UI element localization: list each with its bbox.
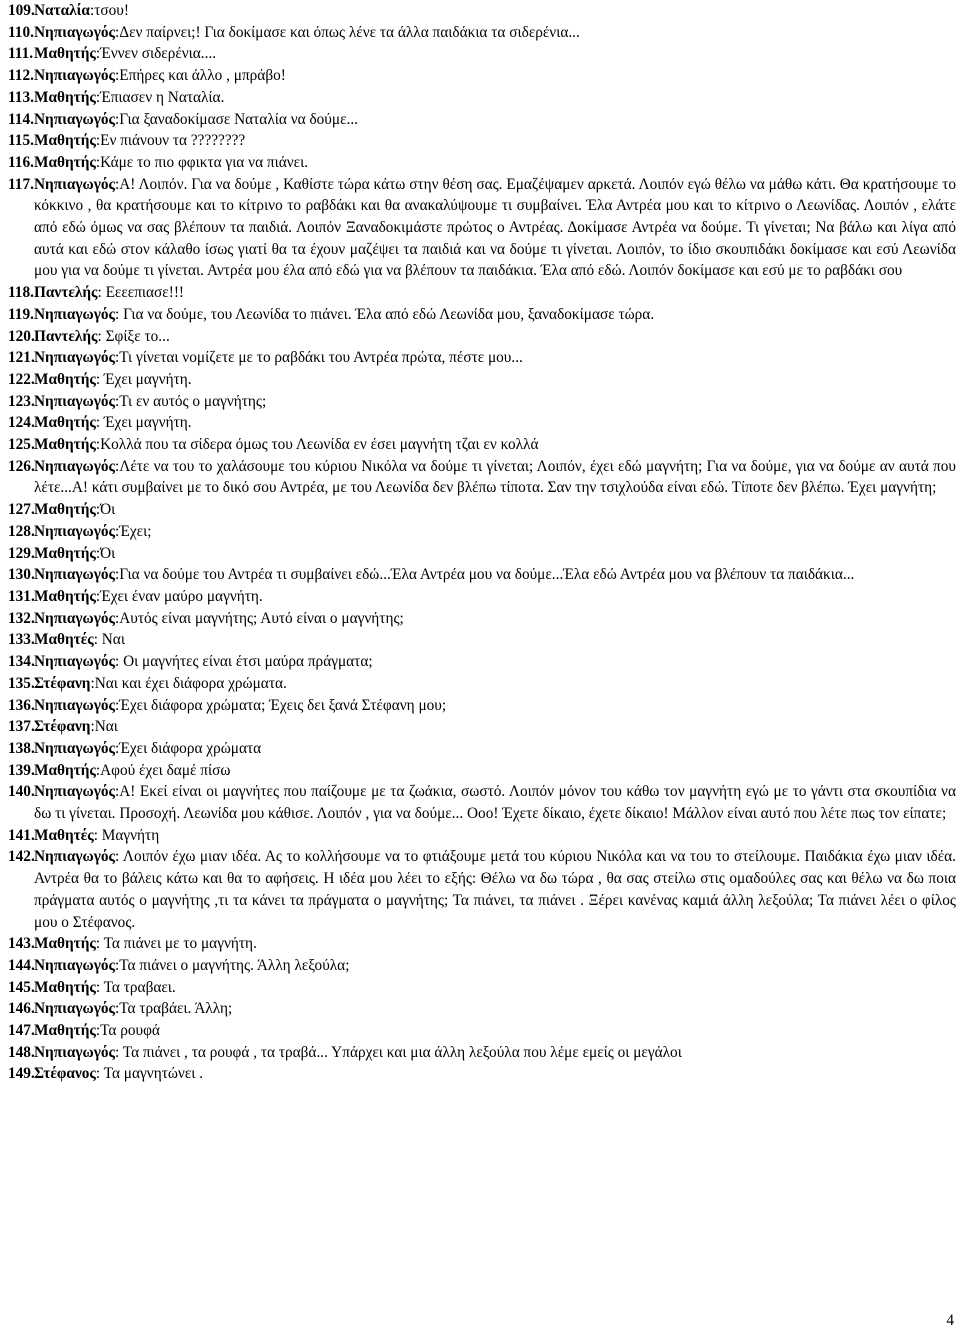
transcript-entry (8, 564, 956, 586)
entry-speaker: Μαθητής (34, 935, 96, 953)
entry-number: 125. (8, 436, 35, 454)
entry-number: 141. (8, 826, 35, 844)
entry-speaker: Στέφανη (34, 718, 91, 736)
entry-number: 149. (8, 1065, 35, 1083)
transcript-entry (8, 87, 956, 109)
transcript-entry (8, 0, 956, 22)
entry-text: :Τι εν αυτός ο μαγνήτης; (115, 392, 267, 410)
entry-number: 140. (8, 783, 35, 801)
entry-text: : Έχει μαγνήτη. (95, 414, 192, 432)
entry-number: 118. (8, 284, 34, 302)
entry-text: :Κάμε το πιο φφικτα για να πιάνει. (95, 153, 309, 171)
entry-number: 132. (8, 609, 35, 627)
entry-speaker: Νηπιαγωγός (34, 1000, 115, 1018)
entry-text: : Τα μαγνητώνει . (95, 1065, 204, 1083)
entry-speaker: Νηπιαγωγός (34, 566, 115, 584)
entry-speaker: Νηπιαγωγός (34, 783, 115, 801)
entry-speaker: Νηπιαγωγός (34, 522, 115, 540)
entry-text: :Όι (95, 501, 116, 519)
entry-speaker: Μαθητής (34, 436, 96, 454)
transcript-entry (8, 391, 956, 413)
entry-speaker: Νηπιαγωγός (34, 739, 115, 757)
entry-text: :Τα πιάνει ο μαγνήτης. Άλλη λεξούλα; (115, 956, 350, 974)
entry-text: :Α! Λοιπόν. Για να δούμε , Καθίστε τώρα κάτω στην θέση σας. Εμαζέψαμεν αρκετά. Λοιπόν εγώ θέλω να μάθω κάτι. Θα κρατήσουμε το κόκκινο , θα κρατήσουμε και το κίτρινο το ραβδάκι και θα ανακαλύψουμε τι συμβαίνει. Έλα Αντρέα μου και το κίτρινο ο Λεωνίδας. Λοιπόν , ελάτε από εδώ όμως να σας βλέπουν τα παιδιά. Λοιπόν Ξαναδοκιμάστε πρώτος ο Αντρέας. Δοκίμασε Αντρέα να δούμε. Τι γίνεται; Να βάλω και λίγα από αυτά και εδώ στον κάλαθο ίσως γιατί θα τα έχουν μαζέψει τα παιδιά και να δούμε τι γίνεται. Λοιπόν, το ίδιο σκουπιδάκι δοκίμασε και εσύ Λεωνίδα μου για να δούμε τι γίνεται. Αντρέα μου έλα από εδώ για να βλέπουν τα παιδάκια. Έλα από εδώ. Λοιπόν δοκίμασε και εσύ με το ραβδάκι σου (34, 175, 956, 280)
transcript-entry (8, 933, 956, 955)
entry-text: :Τα τραβάει. Άλλη; (115, 1000, 233, 1018)
entry-number: 133. (8, 631, 35, 649)
transcript-entry (8, 629, 956, 651)
entry-speaker: Μαθητής (34, 153, 96, 171)
transcript-entry (8, 695, 956, 717)
entry-number: 120. (8, 327, 35, 345)
entry-number: 119. (8, 305, 34, 323)
entry-speaker: Νηπιαγωγός (34, 305, 115, 323)
transcript-entry (8, 65, 956, 87)
entry-text: :Τι γίνεται νομίζετε με το ραβδάκι του Αντρέα πρώτα, πέστε μου... (115, 349, 523, 367)
transcript-entry (8, 22, 956, 44)
transcript-entry (8, 43, 956, 65)
entry-text: :Έχει διάφορα χρώματα; Έχεις δει ξανά Στέφανη μου; (115, 696, 447, 714)
transcript-entry (8, 152, 956, 174)
transcript-entry (8, 304, 956, 326)
entry-speaker: Μαθητής (34, 1022, 96, 1040)
entry-number: 136. (8, 696, 35, 714)
entry-text: :Αφού έχει δαμέ πίσω (95, 761, 231, 779)
transcript-entry (8, 738, 956, 760)
transcript-entry (8, 326, 956, 348)
transcript-entry (8, 456, 956, 499)
entry-number: 110. (8, 23, 34, 41)
transcript-entry (8, 1042, 956, 1064)
entry-number: 114. (8, 110, 34, 128)
entry-text: :Τα ρουφά (95, 1022, 160, 1040)
entry-number: 117. (8, 175, 34, 193)
entry-text: : Σφίξε το... (97, 327, 170, 345)
entry-text: :Κολλά που τα σίδερα όμως του Λεωνίδα εν έσει μαγνήτη τζαι εν κολλά (95, 436, 539, 454)
entry-number: 126. (8, 457, 35, 475)
entry-speaker: Νηπιαγωγός (34, 67, 115, 85)
entry-speaker: Νηπιαγωγός (34, 696, 115, 714)
transcript-entry (8, 608, 956, 630)
transcript-entry (8, 412, 956, 434)
entry-text: :Λέτε να του το χαλάσουμε του κύριου Νικόλα να δούμε τι γίνεται; Λοιπόν, έχει εδώ μαγνήτη; Για να δούμε, για να δούμε αν αυτά που λέτε...Α! κάτι συμβαίνει με το δικό σου Αντρέα, με του Λεωνίδα δεν βλέπω τίποτα. Σαν την τσιχλούδα είναι εδώ. Τίποτε δεν βλέπω. Έχει μαγνήτη; (34, 457, 956, 497)
transcript-entry (8, 586, 956, 608)
entry-number: 130. (8, 566, 35, 584)
entry-number: 142. (8, 848, 35, 866)
transcript-entry (8, 282, 956, 304)
entry-speaker: Νηπιαγωγός (34, 110, 115, 128)
entry-number: 148. (8, 1043, 35, 1061)
entry-text: :Έπιασεν η Ναταλία. (95, 88, 225, 106)
entry-number: 122. (8, 370, 35, 388)
entry-number: 134. (8, 653, 35, 671)
entry-number: 129. (8, 544, 35, 562)
transcript-entry (8, 174, 956, 283)
entry-number: 124. (8, 414, 35, 432)
entry-number: 137. (8, 718, 35, 736)
transcript-entry (8, 1063, 956, 1085)
transcript-entry (8, 673, 956, 695)
transcript-entry (8, 998, 956, 1020)
transcript-entry (8, 716, 956, 738)
entry-text: : Τα πιάνει , τα ρουφά , τα τραβά... Υπάρχει και μια άλλη λεξούλα που λέμε εμείς οι μεγάλοι (115, 1043, 682, 1061)
entry-speaker: Νηπιαγωγός (34, 175, 115, 193)
entry-speaker: Ναταλία (34, 2, 90, 19)
entry-speaker: Νηπιαγωγός (34, 23, 115, 41)
entry-speaker: Νηπιαγωγός (34, 848, 115, 866)
entry-speaker: Μαθητής (34, 45, 96, 63)
entry-speaker: Νηπιαγωγός (34, 392, 115, 410)
entry-speaker: Στέφανος (34, 1065, 96, 1083)
entry-text: :Για ξαναδοκίμασε Ναταλία να δούμε... (115, 110, 358, 128)
entry-text: : Έχει μαγνήτη. (95, 370, 192, 388)
entry-number: 109. (8, 2, 35, 19)
entry-number: 127. (8, 501, 35, 519)
transcript-entry (8, 109, 956, 131)
entry-speaker: Μαθητής (34, 132, 96, 150)
entry-speaker: Παντελής (34, 327, 98, 345)
entry-number: 116. (8, 153, 34, 171)
entry-text: : Για να δούμε, του Λεωνίδα το πιάνει. Έλα από εδώ Λεωνίδα μου, ξαναδοκίμασε τώρα. (115, 305, 655, 323)
entry-speaker: Μαθητές (34, 631, 94, 649)
entry-speaker: Μαθητής (34, 761, 96, 779)
transcript-entry (8, 846, 956, 933)
entry-speaker: Νηπιαγωγός (34, 457, 115, 475)
entry-text: : Μαγνήτη (93, 826, 160, 844)
entry-number: 115. (8, 132, 34, 150)
transcript-entry (8, 347, 956, 369)
entry-text: :Όι (95, 544, 116, 562)
entry-text: :τσου! (89, 2, 129, 19)
transcript-entry (8, 955, 956, 977)
entry-text: :Ναι (90, 718, 118, 736)
transcript-entry (8, 651, 956, 673)
transcript-entry (8, 977, 956, 999)
entry-speaker: Μαθητές (34, 826, 94, 844)
entry-number: 138. (8, 739, 35, 757)
transcript-entry (8, 434, 956, 456)
entry-text: :Α! Εκεί είναι οι μαγνήτες που παίζουμε με τα ζωάκια, σωστό. Λοιπόν μόνον του κάθω τον μαγνήτη εγώ με το γάντι στα σκουπίδια να δω τι γίνεται. Προσοχή. Λεωνίδα μου κάθισε. Λοιπόν , για να δούμε... Οοο! Έχετε δίκαιο, έχετε δίκαιο! Μάλλον είναι αυτό που λέτε πως τον είπατε; (34, 783, 956, 823)
entry-number: 131. (8, 587, 35, 605)
entry-speaker: Μαθητής (34, 501, 96, 519)
entry-text: :Εν πιάνουν τα ???????? (95, 132, 246, 150)
entry-speaker: Μαθητής (34, 88, 96, 106)
transcript-entry (8, 543, 956, 565)
entry-speaker: Μαθητής (34, 370, 96, 388)
transcript-entry (8, 130, 956, 152)
transcript-entry (8, 521, 956, 543)
entry-number: 128. (8, 522, 35, 540)
entry-text: :Έχει διάφορα χρώματα (115, 739, 262, 757)
entry-text: :Έννεν σιδερένια.... (95, 45, 217, 63)
entry-number: 121. (8, 349, 35, 367)
entry-number: 146. (8, 1000, 35, 1018)
entry-number: 143. (8, 935, 35, 953)
entry-text: :Ναι και έχει διάφορα χρώματα. (90, 674, 287, 692)
entry-speaker: Παντελής (34, 284, 98, 302)
entry-speaker: Μαθητής (34, 978, 96, 996)
entry-text: :Έχει; (115, 522, 152, 540)
entry-text: :Για να δούμε του Αντρέα τι συμβαίνει εδώ...Έλα Αντρέα μου να δούμε...Έλα εδώ Αντρέα μου να βλέπουν τα παιδάκια... (115, 566, 855, 584)
transcript (8, 0, 956, 1085)
entry-text: : Τα πιάνει με το μαγνήτη. (95, 935, 257, 953)
entry-speaker: Νηπιαγωγός (34, 956, 115, 974)
entry-number: 113. (8, 88, 34, 106)
entry-number: 123. (8, 392, 35, 410)
entry-number: 139. (8, 761, 35, 779)
entry-speaker: Νηπιαγωγός (34, 653, 115, 671)
entry-text: :Έχει έναν μαύρο μαγνήτη. (95, 587, 263, 605)
entry-number: 112. (8, 67, 34, 85)
entry-text: :Δεν παίρνει;! Για δοκίμασε και όπως λένε τα άλλα παιδάκια τα σιδερένια... (115, 23, 580, 41)
entry-number: 145. (8, 978, 35, 996)
entry-speaker: Νηπιαγωγός (34, 1043, 115, 1061)
entry-speaker: Μαθητής (34, 414, 96, 432)
entry-text: : Λοιπόν έχω μιαν ιδέα. Ας το κολλήσουμε να το φτιάξουμε μετά του κύριου Νικόλα και να του το στείλουμε. Παιδάκια έχω μιαν ιδέα. Αντρέα θα το βάλεις κάτω και θα το αφήσεις. Η ιδέα μου λέει το εξής: Θέλω να δω τώρα , θα σας στείλω στις ομαδούλες σας και θέλω να δω ποια πράγματα αυτός ο μαγνήτης ,τι τα κάνει τα πράγματα ο μαγνήτης; Τα πιάνει, τα πιάνει . Ξέρει κανένας καμιά άλλη λεξούλα; Τα πιάνει λέει ο φίλος μου ο Στέφανος. (34, 848, 956, 931)
entry-number: 147. (8, 1022, 35, 1040)
transcript-entry (8, 781, 956, 824)
entry-text: : Εεεεπιασε!!! (97, 284, 185, 302)
entry-speaker: Μαθητής (34, 544, 96, 562)
transcript-entry (8, 760, 956, 782)
transcript-entry (8, 825, 956, 847)
transcript-entry (8, 499, 956, 521)
entry-text: : Τα τραβαει. (95, 978, 176, 996)
entry-text: :Επήρες και άλλο , μπράβο! (115, 67, 286, 85)
entry-speaker: Νηπιαγωγός (34, 349, 115, 367)
entry-text: :Αυτός είναι μαγνήτης; Αυτό είναι ο μαγνήτης; (115, 609, 404, 627)
entry-speaker: Στέφανη (34, 674, 91, 692)
entry-number: 135. (8, 674, 35, 692)
entry-number: 111. (8, 45, 34, 63)
entry-speaker: Μαθητής (34, 587, 96, 605)
entry-text: : Οι μαγνήτες είναι έτσι μαύρα πράγματα; (115, 653, 373, 671)
transcript-entry (8, 1020, 956, 1042)
transcript-entry (8, 369, 956, 391)
page-number: 4 (946, 1312, 954, 1329)
entry-speaker: Νηπιαγωγός (34, 609, 115, 627)
entry-number: 144. (8, 956, 35, 974)
entry-text: : Ναι (93, 631, 125, 649)
